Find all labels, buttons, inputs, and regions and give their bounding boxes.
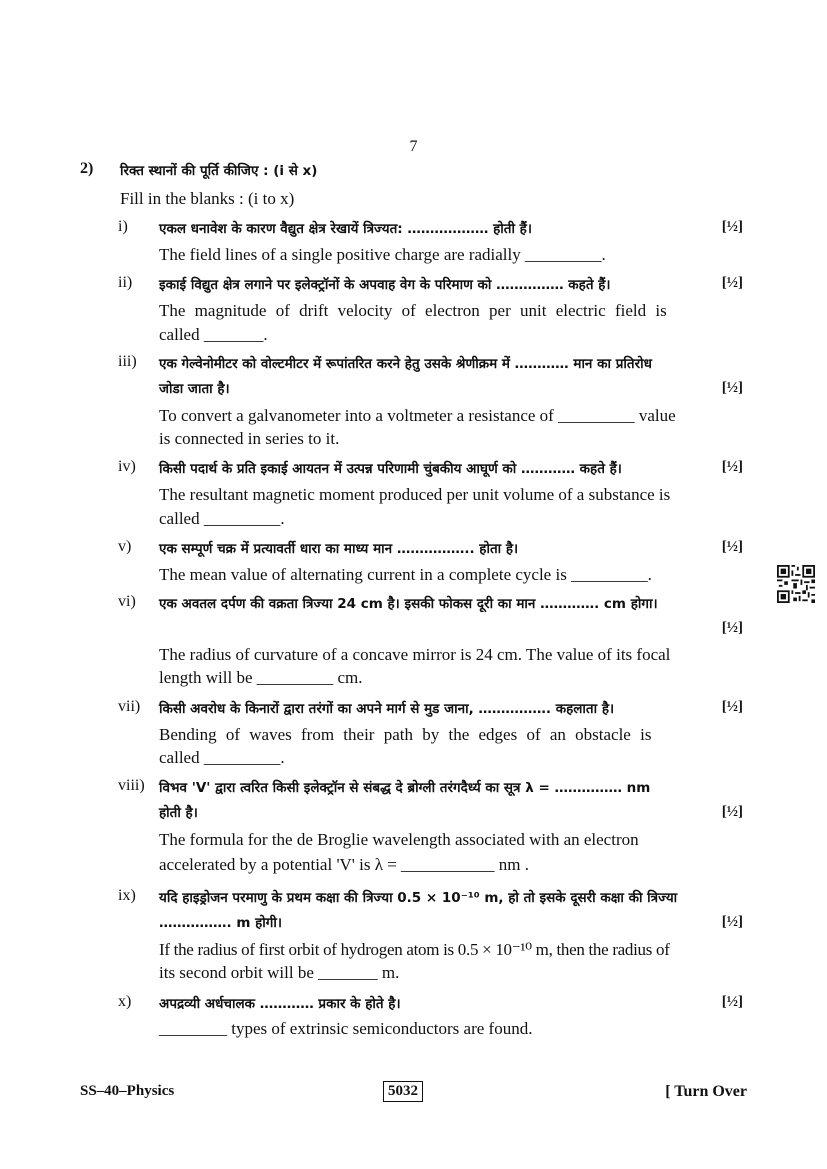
page-number: 7 xyxy=(409,138,418,155)
item-english-text: ________ types of extrinsic semiconductors are found. xyxy=(159,1019,533,1038)
item-marks: [½] xyxy=(721,914,743,930)
item-marks: [½] xyxy=(721,804,743,820)
item-marks: [½] xyxy=(721,380,743,396)
item-number: iii) xyxy=(118,353,137,370)
item-hindi-text-cont: जोडा जाता है। xyxy=(159,381,230,397)
qr-code-icon xyxy=(777,565,815,603)
item-english-text: If the radius of first orbit of hydrogen atom is 0.5 × 10⁻¹⁰ m, then the radius of xyxy=(159,940,670,959)
item-english-text: is connected in series to it. xyxy=(159,429,340,448)
item-english-text: its second orbit will be _______ m. xyxy=(159,963,400,982)
item-english-text: The mean value of alternating current in a complete cycle is _________. xyxy=(159,565,652,584)
item-english-text: length will be _________ cm. xyxy=(159,668,363,687)
item-english-text: The field lines of a single positive charge are radially _________. xyxy=(159,245,606,264)
item-hindi-text: इकाई विद्युत क्षेत्र लगाने पर इलेक्ट्रॉनों के अपवाह वेग के परिमाण को …………… कहते हैं। xyxy=(159,277,611,293)
item-number: viii) xyxy=(118,777,145,794)
item-number: vi) xyxy=(118,593,136,610)
item-english-text: accelerated by a potential 'V' is λ = ___________ nm . xyxy=(159,855,529,874)
instruction-hindi: रिक्त स्थानों की पूर्ति कीजिए : (i से x) xyxy=(120,163,318,179)
item-hindi-text: यदि हाइड्रोजन परमाणु के प्रथम कक्षा की त्रिज्या 0.5 × 10⁻¹⁰ m, हो तो इसके दूसरी कक्षा की त्रिज्या xyxy=(159,890,678,906)
item-number: ix) xyxy=(118,887,136,904)
item-marks: [½] xyxy=(721,275,743,291)
item-english-text: The magnitude of drift velocity of electron per unit electric field is xyxy=(159,301,667,320)
item-marks: [½] xyxy=(721,539,743,555)
item-hindi-text: एक अवतल दर्पण की वक्रता त्रिज्या 24 cm है। इसकी फोकस दूरी का मान …………. cm होगा। xyxy=(159,596,658,612)
item-english-text: Bending of waves from their path by the edges of an obstacle is xyxy=(159,725,652,744)
item-number: i) xyxy=(118,218,128,235)
item-number: x) xyxy=(118,993,132,1010)
item-english-text: The radius of curvature of a concave mirror is 24 cm. The value of its focal xyxy=(159,645,671,664)
item-hindi-text-cont: ……………. m होगी। xyxy=(159,915,282,931)
footer-turn-over: [ Turn Over xyxy=(665,1083,747,1100)
item-hindi-text: किसी अवरोध के किनारों द्वारा तरंगों का अपने मार्ग से मुड जाना, ……………. कहलाता है। xyxy=(159,701,615,717)
footer-subject-code: SS–40–Physics xyxy=(80,1083,175,1099)
item-english-text: The resultant magnetic moment produced per unit volume of a substance is xyxy=(159,485,671,504)
item-hindi-text: अपद्रव्यी अर्धचालक ………… प्रकार के होते है। xyxy=(159,996,401,1012)
question-number: 2) xyxy=(80,160,94,177)
item-english-text: called _________. xyxy=(159,748,285,767)
instruction-english: Fill in the blanks : (i to x) xyxy=(120,189,295,208)
item-hindi-text: विभव 'V' द्वारा त्वरित किसी इलेक्ट्रॉन से संबद्ध दे ब्रोग्ली तरंगदैर्ध्य का सूत्र λ = …………… nm xyxy=(159,780,651,796)
item-english-text: called _________. xyxy=(159,509,285,528)
item-marks: [½] xyxy=(721,699,743,715)
item-marks: [½] xyxy=(721,620,743,636)
footer-paper-code: 5032 xyxy=(383,1081,423,1102)
item-marks: [½] xyxy=(721,459,743,475)
item-hindi-text: एकल धनावेश के कारण वैद्युत क्षेत्र रेखायें त्रिज्यत: ……………… होती हैं। xyxy=(159,221,532,237)
item-number: iv) xyxy=(118,458,136,475)
item-hindi-text: एक सम्पूर्ण चक्र में प्रत्यावर्ती धारा का माध्य मान …………….. होता है। xyxy=(159,541,519,557)
item-english-text: called _______. xyxy=(159,325,268,344)
item-english-text: To convert a galvanometer into a voltmeter a resistance of _________ value xyxy=(159,406,676,425)
item-number: ii) xyxy=(118,274,133,291)
item-hindi-text: किसी पदार्थ के प्रति इकाई आयतन में उत्पन्न परिणामी चुंबकीय आघूर्ण को ………… कहते हैं। xyxy=(159,461,622,477)
item-marks: [½] xyxy=(721,994,743,1010)
item-hindi-text: एक गेल्वेनोमीटर को वोल्टमीटर में रूपांतरित करने हेतु उसके श्रेणीक्रम में ………… मान का प्रतिरोध xyxy=(159,356,652,372)
item-english-text: The formula for the de Broglie wavelength associated with an electron xyxy=(159,830,639,849)
item-number: v) xyxy=(118,538,132,555)
item-hindi-text-cont: होती है। xyxy=(159,805,198,821)
item-marks: [½] xyxy=(721,219,743,235)
item-number: vii) xyxy=(118,698,141,715)
